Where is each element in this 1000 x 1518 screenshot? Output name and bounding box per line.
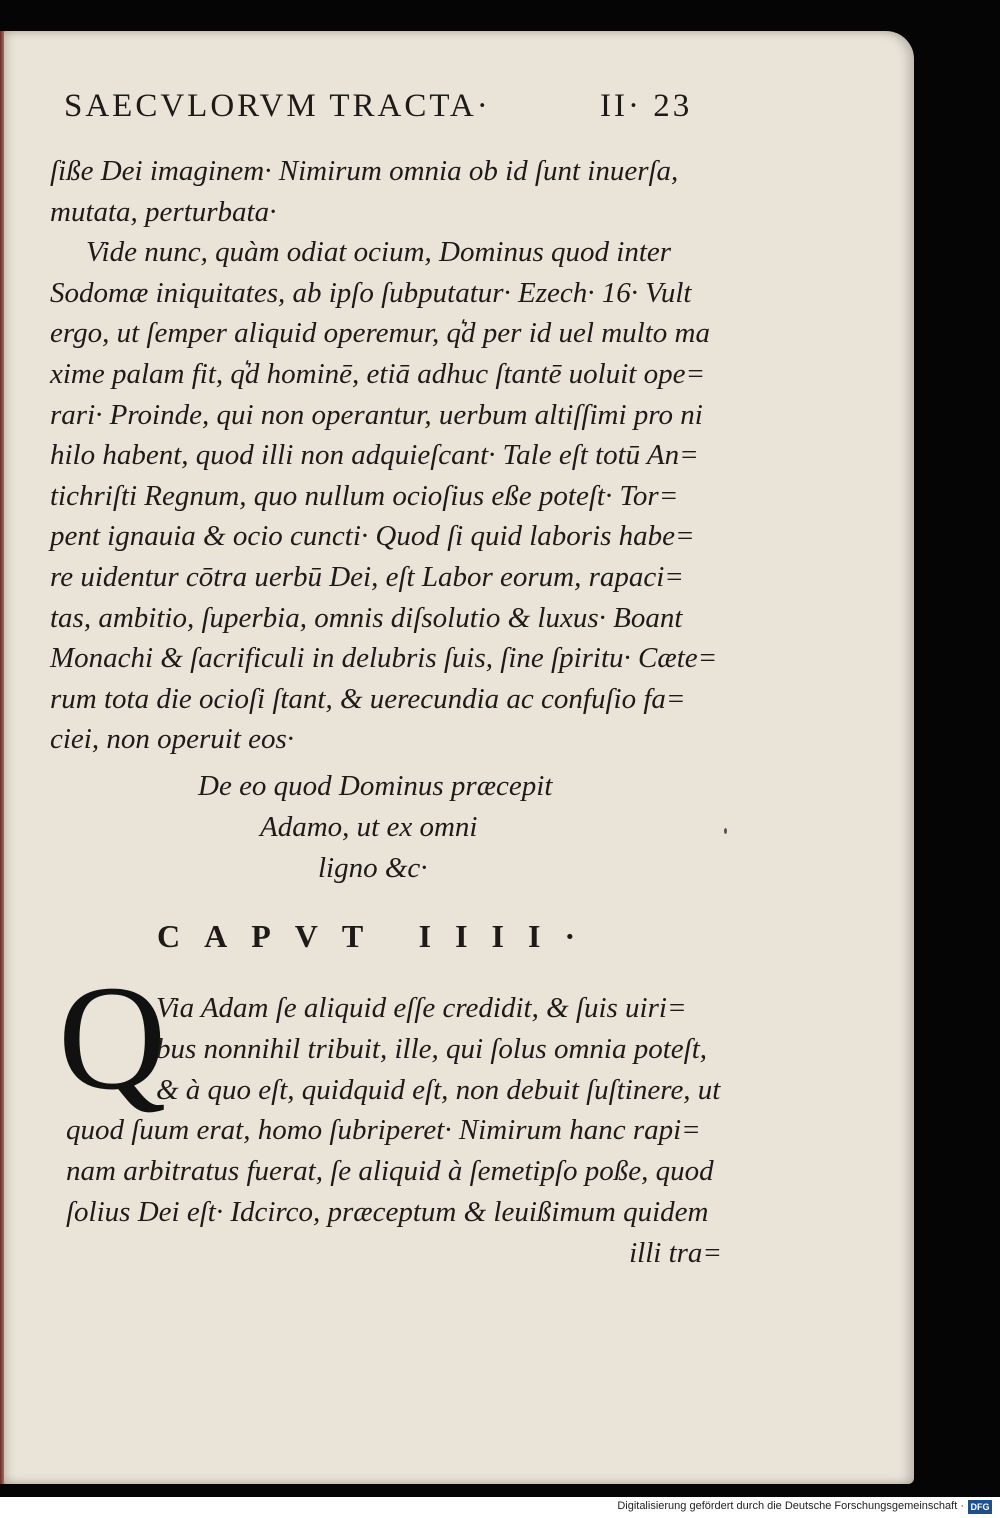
- text-line: Sodomæ iniquitates, ab ipſo ſubputatur· Ezech· 16· Vult: [50, 276, 692, 309]
- chapter-title: [198, 766, 620, 889]
- chapter-title-line: Adamo, ut ex omni: [260, 811, 478, 843]
- text-line: re uidentur cōtra uerbū Dei, eſt Labor eorum, rapaci=: [50, 560, 684, 593]
- text-line: Via Adam ſe aliquid eſſe credidit, & ſuis uiri=: [156, 992, 687, 1024]
- main-text: [50, 151, 718, 760]
- text-line: ergo, ut ſemper aliquid operemur, q͛d per id uel multo ma: [50, 317, 710, 350]
- chapter-text: [66, 988, 726, 1274]
- footer-credit: Digitalisierung gefördert durch die Deutsche Forschungsgemeinschaft ·: [617, 1500, 964, 1512]
- drop-cap: Q: [58, 955, 167, 1121]
- catchword: illi tra=: [629, 1236, 722, 1269]
- text-line: & à quo eſt, quidquid eſt, non debuit ſuſtinere, ut: [156, 1073, 721, 1106]
- footer-bar: [0, 1497, 1000, 1518]
- chapter-title-line: ligno &c·: [318, 852, 428, 884]
- text-line: Vide nunc, quàm odiat ocium, Dominus quod inter: [86, 236, 672, 269]
- text-line: pent ignauia & ocio cuncti· Quod ſi quid laboris habe=: [50, 520, 695, 553]
- text-line: tichriſti Regnum, quo nullum ocioſius eße poteſt· Tor=: [50, 479, 679, 512]
- text-line: mutata, perturbata·: [50, 195, 277, 228]
- text-line: xime palam fit, q͛d hominē, etiā adhuc ſtantē uoluit ope=: [50, 357, 706, 390]
- text-line: ciei, non operuit eos·: [50, 723, 295, 756]
- text-line: bus nonnihil tribuit, ille, qui ſolus omnia poteſt,: [156, 1032, 708, 1065]
- text-line: tas, ambitio, ſuperbia, omnis diſsolutio & luxus· Boant: [50, 601, 683, 634]
- paper-speck: [724, 828, 727, 834]
- chapter-heading: CAPVT IIII·: [157, 918, 600, 954]
- text-line: ſiße Dei imaginem· Nimirum omnia ob id ſunt inuerſa,: [50, 155, 679, 187]
- page-number: II· 23: [600, 88, 693, 124]
- text-line: ſolius Dei eſt· Idcirco, præceptum & leuißimum quidem: [66, 1195, 709, 1228]
- text-line: nam arbitratus fuerat, ſe aliquid à ſemetipſo poße, quod: [66, 1155, 714, 1188]
- running-head-title: SAECVLORVM TRACTA·: [64, 88, 491, 124]
- text-line: rum tota die ocioſi ſtant, & uerecundia ac confuſio fa=: [50, 682, 686, 715]
- chapter-title-line: De eo quod Dominus præcepit: [198, 770, 553, 802]
- text-line: Monachi & ſacrificuli in delubris ſuis, ſine ſpiritu· Cæte=: [50, 642, 718, 675]
- running-head: [64, 88, 704, 132]
- dfg-logo-icon: DFG: [968, 1500, 992, 1514]
- text-line: hilo habent, quod illi non adquieſcant· Tale eſt totū An=: [50, 439, 699, 472]
- text-line: quod ſuum erat, homo ſubriperet· Nimirum hanc rapi=: [66, 1114, 701, 1147]
- text-line: rari· Proinde, qui non operantur, uerbum altiſſimi pro ni: [50, 398, 703, 431]
